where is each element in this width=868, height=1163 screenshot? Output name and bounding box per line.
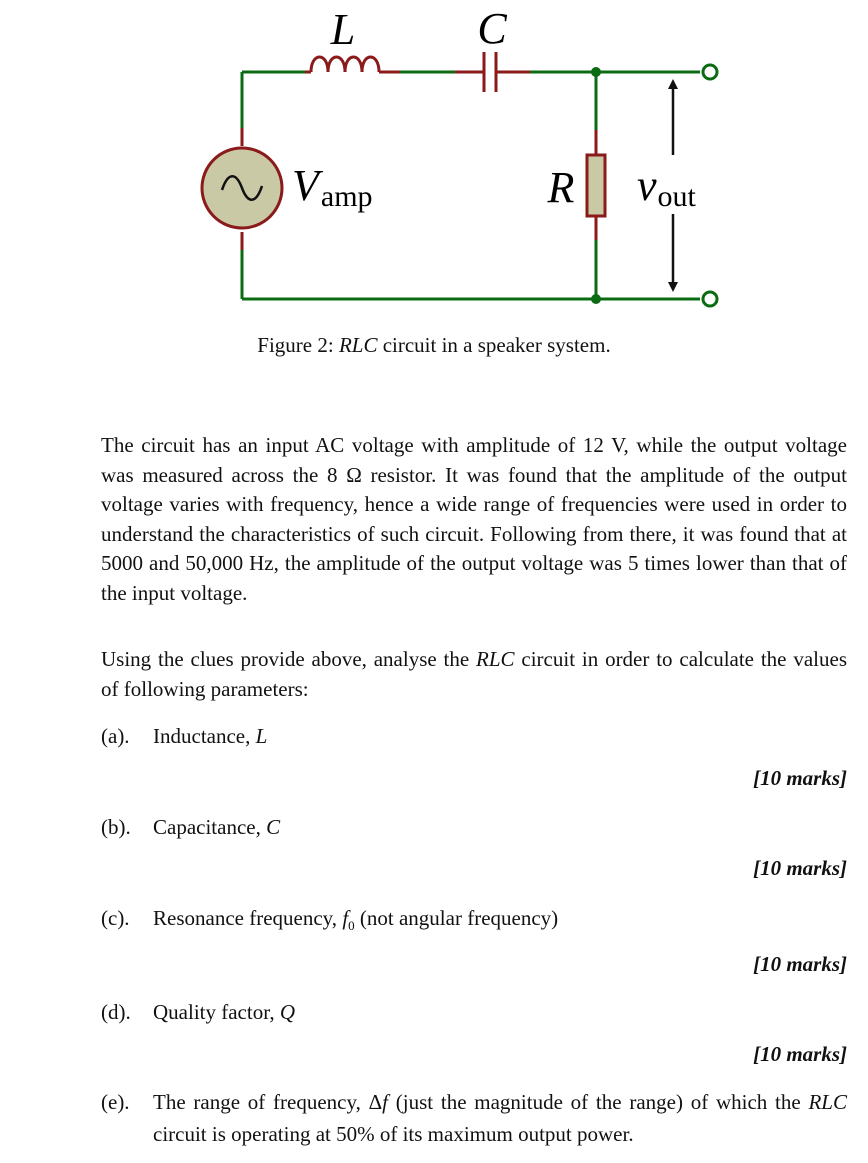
capacitor: [455, 52, 530, 92]
instructions: Using the clues provide above, analyse the RLC circuit in order to calculate the values of following parameters:: [101, 647, 847, 701]
capacitor-label: C: [477, 4, 507, 53]
resistor: [587, 130, 605, 240]
problem-description: The circuit has an input AC voltage with amplitude of 12 V, while the output voltage was measured across the 8 Ω resistor. It was found that the amplitude of the output voltage varies with frequency, hence a wide range of frequencies were used in order to understand the characteristics of such circuit. Following from there, it was found that at 5000 and 50,000 Hz, the amplitude of the output voltage was 5 times lower than that of the input voltage.: [101, 433, 847, 605]
inductor-label: L: [330, 5, 356, 54]
marks-d: [10 marks]: [753, 1042, 847, 1066]
rlc-circuit-diagram: [0, 0, 868, 330]
output-terminal-top: [703, 65, 717, 79]
marks-a: [10 marks]: [753, 766, 847, 790]
resistor-label: R: [547, 163, 575, 212]
marks-b: [10 marks]: [753, 856, 847, 880]
inductor: [305, 57, 400, 72]
output-voltage-label: vout: [637, 161, 696, 213]
source-label: Vamp: [292, 161, 373, 213]
figure-caption: Figure 2: RLC circuit in a speaker system.: [257, 333, 611, 357]
junction-dot-top: [591, 67, 601, 77]
ac-voltage-source: [202, 128, 282, 250]
output-terminal-bottom: [703, 292, 717, 306]
marks-c: [10 marks]: [753, 952, 847, 976]
junction-dot-bottom: [591, 294, 601, 304]
